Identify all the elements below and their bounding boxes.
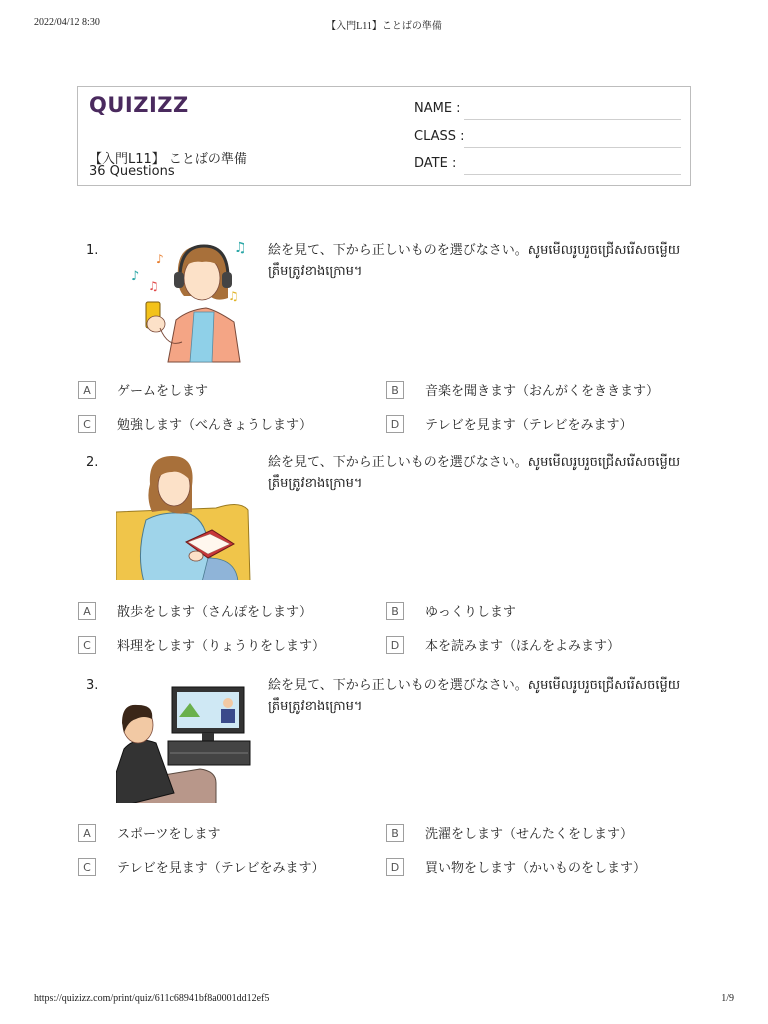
class-field[interactable] (464, 147, 681, 148)
date-field[interactable] (464, 174, 681, 175)
question-prompt: 絵を見て、下から正しいものを選びなさい。សូមមើលរូបរួចជ្រើសរើសចម្លើយត្រឹមត្រូវខាងក្រោម។ (268, 243, 681, 279)
svg-text:♪: ♪ (156, 252, 164, 266)
woman-listening-music-icon (116, 238, 256, 368)
option-a-text: スポーツをします (117, 827, 221, 842)
svg-text:♫: ♫ (228, 289, 239, 303)
option-d-text: テレビを見ます（テレビをみます） (425, 418, 633, 433)
option-a-text: ゲームをします (117, 384, 209, 399)
page-number: 1/9 (721, 993, 734, 1004)
option-d-box[interactable]: D (386, 636, 404, 654)
question-prompt: 絵を見て、下から正しいものを選びなさい。សូមមើលរូបរួចជ្រើសរើសចម្លើយត្រឹមត្រូវខាងក្រោម។ (268, 678, 681, 714)
option-b-text: 洗濯をします（せんたくをします） (425, 827, 634, 842)
question-prompt: 絵を見て、下から正しいものを選びなさい。សូមមើលរូបរួចជ្រើសរើសចម្លើយត្រឹមត្រូវខាងក្រោម។ (268, 455, 681, 491)
option-d-text: 買い物をします（かいものをします） (425, 861, 647, 876)
question-number: 1. (86, 243, 99, 258)
man-watching-tv-icon (116, 673, 256, 803)
option-a-text: 散歩をします（さんぽをします） (117, 605, 313, 620)
svg-text:♫: ♫ (148, 279, 159, 293)
option-b-box[interactable]: B (386, 824, 404, 842)
print-title: 【入門L11】ことばの準備 (326, 21, 442, 32)
class-label: CLASS : (414, 129, 465, 144)
date-label: DATE : (414, 156, 457, 171)
print-footer (0, 993, 768, 1007)
name-label: NAME : (414, 101, 461, 116)
option-b-text: ゆっくりします (425, 605, 516, 620)
option-d-text: 本を読みます（ほんをよみます） (425, 639, 621, 654)
svg-text:♪: ♪ (131, 269, 140, 284)
question-count: 36 Questions (89, 164, 175, 179)
option-b-text: 音楽を聞きます（おんがくをききます） (425, 384, 660, 399)
option-b-box[interactable]: B (386, 381, 404, 399)
option-d-box[interactable]: D (386, 858, 404, 876)
option-a-box[interactable]: A (78, 602, 96, 620)
name-field[interactable] (464, 119, 681, 120)
question-number: 2. (86, 455, 99, 470)
option-c-text: 料理をします（りょうりをします） (117, 639, 326, 654)
quizizz-logo: QUIZIZZ (89, 93, 189, 117)
option-a-box[interactable]: A (78, 824, 96, 842)
option-c-text: テレビを見ます（テレビをみます） (117, 861, 325, 876)
option-c-box[interactable]: C (78, 415, 96, 433)
question-number: 3. (86, 678, 99, 693)
svg-text:♫: ♫ (234, 240, 247, 256)
option-a-box[interactable]: A (78, 381, 96, 399)
woman-reading-book-icon (116, 450, 256, 580)
option-d-box[interactable]: D (386, 415, 404, 433)
quiz-header-box (77, 86, 691, 186)
print-header (0, 17, 768, 31)
print-url[interactable]: https://quizizz.com/print/quiz/611c68941bf8a0001dd12ef5 (34, 993, 270, 1004)
quiz-title: 【入門L11】 ことばの準備 (89, 152, 247, 167)
option-b-box[interactable]: B (386, 602, 404, 620)
option-c-box[interactable]: C (78, 858, 96, 876)
option-c-text: 勉強します（べんきょうします） (117, 418, 313, 433)
option-c-box[interactable]: C (78, 636, 96, 654)
print-datetime: 2022/04/12 8:30 (34, 17, 100, 28)
